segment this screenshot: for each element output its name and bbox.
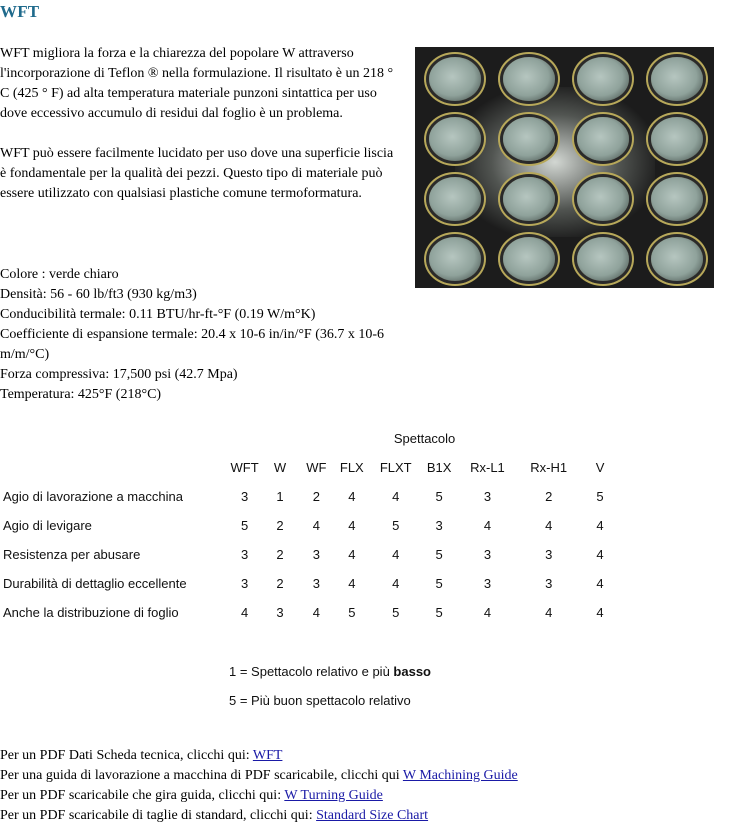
- table-cell: 5: [596, 489, 604, 504]
- pdf-link-line: Per un PDF scaricabile che gira guida, clicchi qui: W Turning Guide: [0, 788, 383, 803]
- size-chart-link[interactable]: Standard Size Chart: [316, 808, 429, 823]
- property-density: Densità: 56 - 60 lb/ft3 (930 kg/m3): [0, 287, 197, 302]
- rating-legend: [229, 657, 431, 715]
- table-cell: 4: [312, 518, 321, 533]
- table-cell: 5: [435, 605, 443, 620]
- table-row: [0, 598, 620, 627]
- table-cell: 4: [596, 518, 604, 533]
- table-cell: 4: [483, 518, 492, 533]
- column-header: Rx-L1: [470, 460, 505, 475]
- table-cell: 2: [276, 576, 284, 591]
- row-label: Resistenza per abusare: [3, 547, 141, 562]
- table-cell: 2: [276, 518, 284, 533]
- table-cell: 4: [348, 489, 356, 504]
- table-cell: 3: [312, 547, 321, 562]
- table-cell: 4: [348, 518, 356, 533]
- table-cell: 5: [240, 518, 249, 533]
- table-cell: 4: [392, 489, 400, 504]
- table-row: [0, 569, 620, 598]
- table-cell: 4: [596, 576, 604, 591]
- table-cell: 3: [435, 518, 443, 533]
- column-header: V: [595, 460, 605, 475]
- table-cell: 4: [545, 518, 553, 533]
- pdf-link-line: Per una guida di lavorazione a macchina di PDF scaricabile, clicchi qui W Machining Guide: [0, 768, 518, 783]
- legend-bold-word: basso: [393, 664, 431, 679]
- pdf-links: [0, 746, 518, 826]
- table-row: [0, 540, 620, 569]
- table-cell: 3: [483, 547, 492, 562]
- table-cell: 3: [483, 576, 492, 591]
- column-header: FLXT: [379, 460, 412, 475]
- table-cell: 3: [240, 547, 249, 562]
- table-row: [0, 511, 620, 540]
- table-cell: 5: [435, 489, 443, 504]
- property-compressive-strength: Forza compressiva: 17,500 psi (42.7 Mpa): [0, 367, 238, 382]
- table-cell: 3: [483, 489, 492, 504]
- table-cell: 4: [312, 605, 321, 620]
- intro-paragraph-1: WFT migliora la forza e la chiarezza del popolare W attraverso l'incorporazione di Teflon ® nella formulazione. Il risultato è un 218 ° C (425 ° F) ad alta temperatura materiale punzoni sintattica per uso dove eccessivo accumulo di residui dal foglio è un problema.: [0, 46, 394, 121]
- table-cell: 1: [276, 489, 284, 504]
- table-cell: 4: [596, 547, 604, 562]
- table-cell: 5: [392, 518, 400, 533]
- wft-datasheet-link[interactable]: WFT: [252, 748, 283, 763]
- intro-text: [0, 44, 400, 224]
- table-header-row: [0, 453, 620, 482]
- column-header: WF: [306, 460, 327, 475]
- page-title: WFT: [0, 2, 40, 21]
- table-caption: Spettacolo: [393, 431, 456, 446]
- table-cell: 2: [545, 489, 553, 504]
- performance-table: [0, 424, 620, 627]
- row-label: Durabilità di dettaglio eccellente: [3, 576, 187, 591]
- table-cell: 4: [392, 547, 400, 562]
- table-cell: 2: [276, 547, 284, 562]
- legend-line-2: 5 = Più buon spettacolo relativo: [229, 693, 411, 708]
- table-cell: 3: [240, 576, 249, 591]
- table-cell: 5: [348, 605, 356, 620]
- table-cell: 3: [240, 489, 249, 504]
- material-properties: [0, 265, 400, 405]
- table-cell: 3: [545, 547, 553, 562]
- pdf-link-line: Per un PDF scaricabile di taglie di standard, clicchi qui: Standard Size Chart: [0, 808, 429, 823]
- turning-guide-link[interactable]: W Turning Guide: [284, 788, 383, 803]
- property-thermal-expansion: Coefficiente di espansione termale: 20.4 x 10-6 in/in/°F (36.7 x 10-6 m/m/°C): [0, 327, 385, 362]
- table-cell: 3: [312, 576, 321, 591]
- property-color: Colore : verde chiaro: [0, 267, 119, 282]
- table-cell: 4: [483, 605, 492, 620]
- legend-line-1: 1 = Spettacolo relativo e più basso: [229, 664, 431, 679]
- table-cell: 3: [545, 576, 553, 591]
- row-label: Agio di lavorazione a macchina: [3, 489, 183, 504]
- table-cell: 4: [240, 605, 249, 620]
- intro-paragraph-2: WFT può essere facilmente lucidato per uso dove una superficie liscia è fondamentale per la qualità dei pezzi. Questo tipo di materiale può essere utilizzato con qualsiasi plastiche comune termoformatura.: [0, 146, 394, 201]
- table-cell: 3: [276, 605, 284, 620]
- row-label: Agio di levigare: [3, 518, 92, 533]
- pdf-link-line: Per un PDF Dati Scheda tecnica, clicchi qui: WFT: [0, 748, 283, 763]
- machining-guide-link[interactable]: W Machining Guide: [402, 768, 518, 783]
- table-cell: 2: [312, 489, 321, 504]
- column-header: B1X: [426, 460, 452, 475]
- property-temperature: Temperatura: 425°F (218°C): [0, 387, 162, 402]
- property-thermal-conductivity: Conducibilità termale: 0.11 BTU/hr-ft-°F (0.19 W/m°K): [0, 307, 316, 322]
- row-label: Anche la distribuzione di foglio: [3, 605, 179, 620]
- column-header: W: [273, 460, 287, 475]
- table-cell: 5: [392, 605, 400, 620]
- table-cell: 4: [392, 576, 400, 591]
- table-cell: 4: [545, 605, 553, 620]
- table-row: [0, 482, 620, 511]
- column-header: WFT: [230, 460, 259, 475]
- table-cell: 4: [596, 605, 604, 620]
- column-header: FLX: [339, 460, 364, 475]
- table-cell: 5: [435, 547, 443, 562]
- table-cell: 4: [348, 547, 356, 562]
- table-cell: 5: [435, 576, 443, 591]
- product-photo: [415, 47, 714, 288]
- column-header: Rx-H1: [530, 460, 568, 475]
- table-cell: 4: [348, 576, 356, 591]
